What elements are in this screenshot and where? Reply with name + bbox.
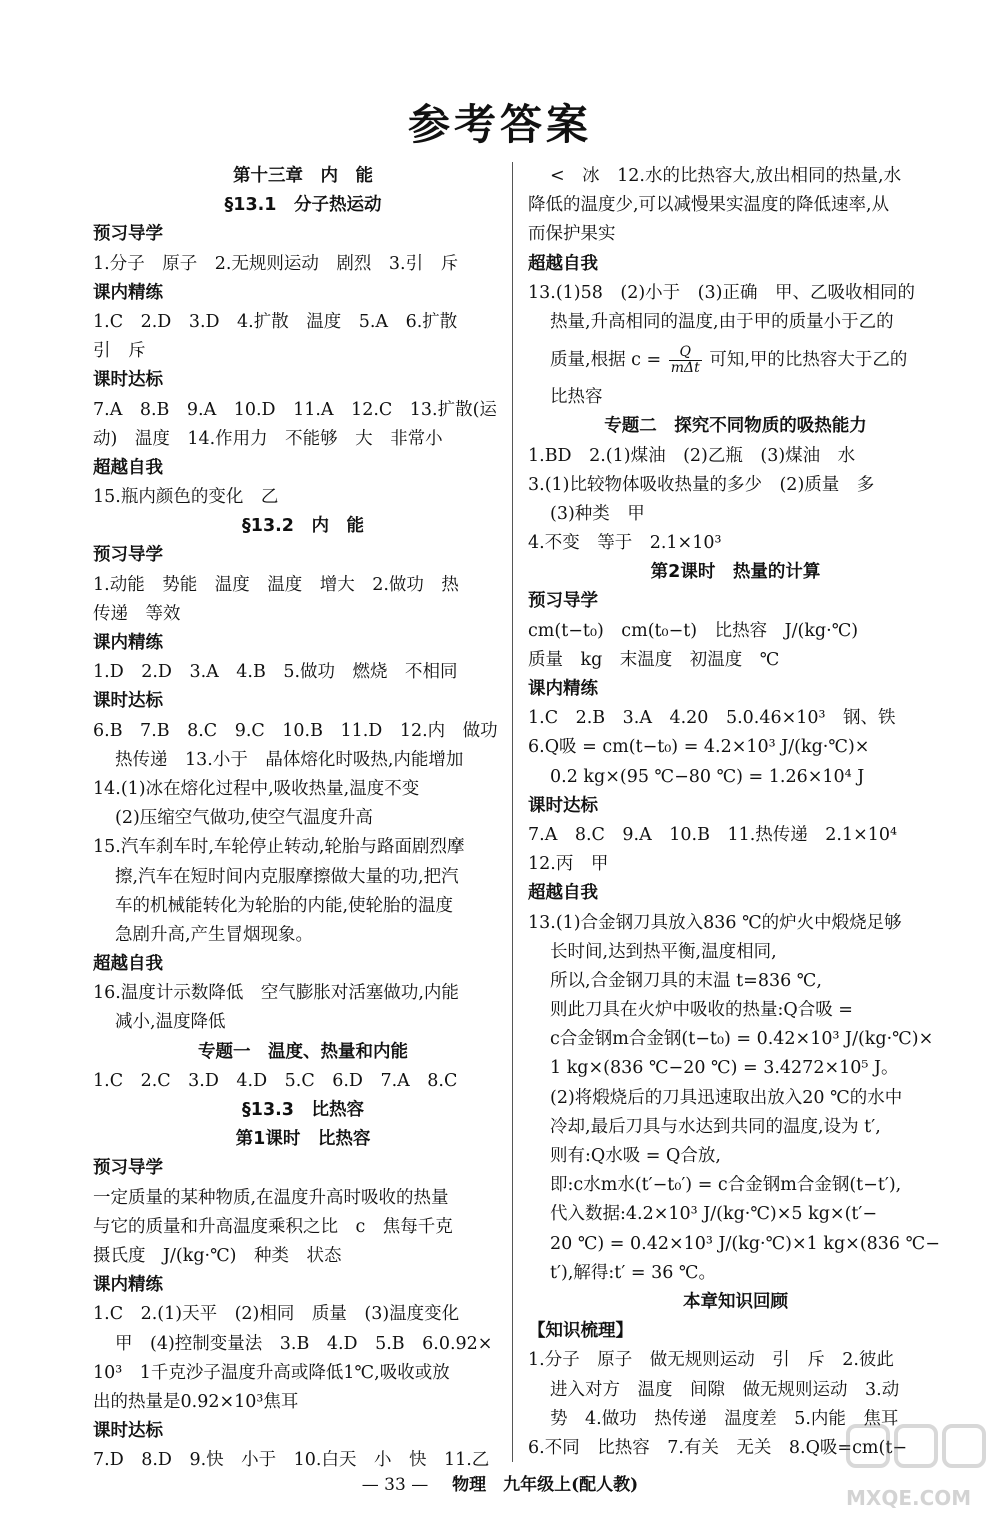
answer-line: 冷却,最后刀具与水达到共同的温度,设为 t′, [550, 1116, 881, 1137]
answer-line: 7.D 8.D 9.快 小于 10.白天 小 快 11.乙 [93, 1450, 490, 1471]
answer-line: 0.2 kg×(95 ℃−80 ℃) = 1.26×10⁴ J [550, 766, 865, 787]
answer-line: 13.(1)合金钢刀具放入836 ℃的炉火中煅烧足够 [528, 912, 902, 933]
answer-line: 摄氏度 J/(kg·℃) 种类 状态 [93, 1245, 342, 1266]
answer-line: t′),解得:t′ = 36 ℃。 [550, 1262, 716, 1283]
section-heading: 超越自我 [528, 253, 598, 274]
answer-line: 1.C 2.(1)天平 (2)相同 质量 (3)温度变化 [93, 1304, 460, 1325]
section-heading: 课内精练 [93, 282, 163, 303]
book-subject: 物理 九年级上(配人教) [452, 1475, 639, 1495]
answer-line: 比热容 [550, 387, 603, 408]
section-heading: 课内精练 [93, 633, 163, 653]
section-heading: 预习导学 [93, 1158, 163, 1179]
answer-line: 7.A 8.B 9.A 10.D 11.A 12.C 13.扩散(运 [93, 399, 497, 420]
chapter-heading: §13.1 分子热运动 [224, 195, 382, 216]
answer-line: (3)种类 甲 [550, 503, 645, 524]
section-heading: 【知识梳理】 [528, 1321, 633, 1342]
section-heading: 超越自我 [93, 457, 163, 478]
section-heading: 课内精练 [528, 679, 598, 699]
answer-line: 动) 温度 14.作用力 不能够 大 非常小 [93, 428, 443, 449]
right-column-part-a [528, 162, 943, 337]
answer-line: 热量,升高相同的温度,由于甲的质量小于乙的 [550, 311, 894, 332]
chapter-heading: §13.2 内 能 [242, 516, 364, 537]
section-heading: 课内精练 [93, 1275, 163, 1296]
answer-line: < 冰 12.水的比热容大,放出相同的热量,水 [550, 166, 902, 186]
chapter-heading: 专题一 温度、热量和内能 [198, 1041, 408, 1062]
answer-line: 14.(1)冰在熔化过程中,吸收热量,温度不变 [93, 778, 420, 799]
answer-line: 则有:Q水吸 = Q合放, [550, 1146, 721, 1166]
right-column-part-b [528, 383, 943, 1463]
answer-line: 6.Q吸 = cm(t−t₀) = 4.2×10³ J/(kg·℃)× [528, 737, 870, 758]
section-heading: 课时达标 [93, 691, 163, 712]
answer-line: 7.A 8.C 9.A 10.B 11.热传递 2.1×10⁴ [528, 824, 898, 845]
answer-line: 1.分子 原子 2.无规则运动 剧烈 3.引 斥 [93, 253, 459, 274]
answer-line: 1.C 2.C 3.D 4.D 5.C 6.D 7.A 8.C [93, 1070, 458, 1091]
answer-line: 1 kg×(836 ℃−20 ℃) = 3.4272×10⁵ J。 [550, 1058, 899, 1079]
answer-line: 代入数据:4.2×10³ J/(kg·℃)×5 kg×(t′− [550, 1204, 878, 1225]
answer-line: 1.C 2.B 3.A 4.20 5.0.46×10³ 钢、铁 [528, 708, 896, 729]
section-heading: 预习导学 [93, 545, 163, 566]
answer-line: (2)压缩空气做功,使空气温度升高 [115, 808, 373, 829]
answer-line: 长时间,达到热平衡,温度相同, [550, 941, 777, 962]
left-column [93, 162, 513, 1475]
answer-line: 急剧升高,产生冒烟现象。 [115, 924, 314, 945]
section-heading: 课时达标 [528, 795, 598, 816]
chapter-heading: 第1课时 比热容 [235, 1129, 371, 1150]
answer-line: 1.BD 2.(1)煤油 (2)乙瓶 (3)煤油 水 [528, 445, 856, 466]
answer-line: 热传递 13.小于 晶体熔化时吸热,内能增加 [115, 749, 464, 770]
answer-line: 所以,合金钢刀具的末温 t=836 ℃, [550, 970, 822, 991]
answer-line: 甲 (4)控制变量法 3.B 4.D 5.B 6.0.92× [115, 1333, 493, 1354]
answer-line: 20 ℃) = 0.42×10³ J/(kg·℃)×1 kg×(836 ℃− [550, 1233, 940, 1254]
answer-line: 车的机械能转化为轮胎的内能,使轮胎的温度 [115, 895, 454, 916]
chapter-heading: 第2课时 热量的计算 [650, 562, 821, 583]
section-heading: 课时达标 [93, 370, 163, 391]
answer-line: 一定质量的某种物质,在温度升高时吸收的热量 [93, 1187, 449, 1208]
chapter-heading: §13.3 比热容 [242, 1100, 364, 1120]
answer-line: 1.D 2.D 3.A 4.B 5.做功 燃烧 不相同 [93, 662, 458, 683]
section-heading: 超越自我 [528, 883, 598, 904]
answer-line: (2)将煅烧后的刀具迅速取出放入20 ℃的水中 [550, 1087, 903, 1108]
watermark-icon [840, 1420, 990, 1490]
right-column [528, 162, 943, 1463]
answer-line: 进入对方 温度 间隙 做无规则运动 3.动 [550, 1379, 900, 1400]
answer-line: 出的热量是0.92×10³焦耳 [93, 1391, 299, 1412]
answer-line: 16.温度计示数降低 空气膨胀对活塞做功,内能 [93, 983, 459, 1004]
answer-line: 减小,温度降低 [115, 1012, 226, 1033]
formula-after: 可知,甲的比热容大于乙的 [709, 350, 908, 371]
answer-line: 降低的温度少,可以减慢果实温度的降低速率,从 [528, 195, 890, 216]
fraction-numerator: Q [669, 345, 702, 361]
fraction-denominator: mΔt [670, 360, 700, 377]
answer-line: cm(t−t₀) cm(t₀−t) 比热容 J/(kg·℃) [528, 620, 859, 641]
section-heading: 超越自我 [93, 954, 163, 975]
answer-line: 传递 等效 [93, 603, 181, 624]
formula-line [528, 337, 943, 383]
chapter-heading: 第十三章 内 能 [233, 166, 373, 186]
answer-line: 1.C 2.D 3.D 4.扩散 温度 5.A 6.扩散 [93, 311, 458, 332]
answer-line: 擦,汽车在短时间内克服摩擦做大量的功,把汽 [115, 866, 459, 887]
answer-line: 6.不同 比热容 7.有关 无关 8.Q吸=cm(t− [528, 1437, 908, 1458]
answer-line: 与它的质量和升高温度乘积之比 c 焦每千克 [93, 1216, 453, 1237]
section-heading: 预习导学 [528, 591, 598, 612]
answer-line: 1.分子 原子 做无规则运动 引 斥 2.彼此 [528, 1350, 894, 1371]
chapter-heading: 本章知识回顾 [683, 1291, 788, 1312]
answer-line: 15.汽车刹车时,车轮停止转动,轮胎与路面剧烈摩 [93, 837, 465, 858]
formula-before: 质量,根据 c = [550, 350, 662, 371]
answer-line: 12.丙 甲 [528, 854, 609, 875]
page-number: — 33 — [361, 1475, 429, 1495]
fraction [669, 345, 702, 376]
answer-line: 4.不变 等于 2.1×10³ [528, 533, 722, 554]
answer-line: 10³ 1千克沙子温度升高或降低1℃,吸收或放 [93, 1362, 450, 1383]
section-heading: 预习导学 [93, 224, 163, 245]
answer-line: 引 斥 [93, 341, 146, 362]
answer-line: 1.动能 势能 温度 温度 增大 2.做功 热 [93, 574, 459, 595]
answer-line: 15.瓶内颜色的变化 乙 [93, 487, 279, 508]
answer-line: 3.(1)比较物体吸收热量的多少 (2)质量 多 [528, 474, 875, 495]
chapter-heading: 专题二 探究不同物质的吸热能力 [604, 416, 867, 437]
watermark-logo [840, 1420, 990, 1515]
watermark-text: MXQE.COM [846, 1486, 972, 1510]
section-heading: 课时达标 [93, 1421, 163, 1442]
column-divider [512, 162, 513, 1462]
page-title: 参考答案 [407, 100, 592, 149]
answer-line: c合金钢m合金钢(t−t₀) = 0.42×10³ J/(kg·℃)× [550, 1029, 934, 1050]
answer-line: 13.(1)58 (2)小于 (3)正确 甲、乙吸收相同的 [528, 282, 915, 303]
answer-line: 6.B 7.B 8.C 9.C 10.B 11.D 12.内 做功 [93, 720, 498, 741]
answer-line: 即:c水m水(t′−t₀′) = c合金钢m合金钢(t−t′), [550, 1175, 902, 1196]
answer-line: 则此刀具在火炉中吸收的热量:Q合吸 = [550, 1000, 853, 1021]
answer-line: 质量 kg 末温度 初温度 ℃ [528, 649, 780, 670]
answer-line: 势 4.做功 热传递 温度差 5.内能 焦耳 [550, 1408, 899, 1429]
answer-line: 而保护果实 [528, 224, 616, 245]
